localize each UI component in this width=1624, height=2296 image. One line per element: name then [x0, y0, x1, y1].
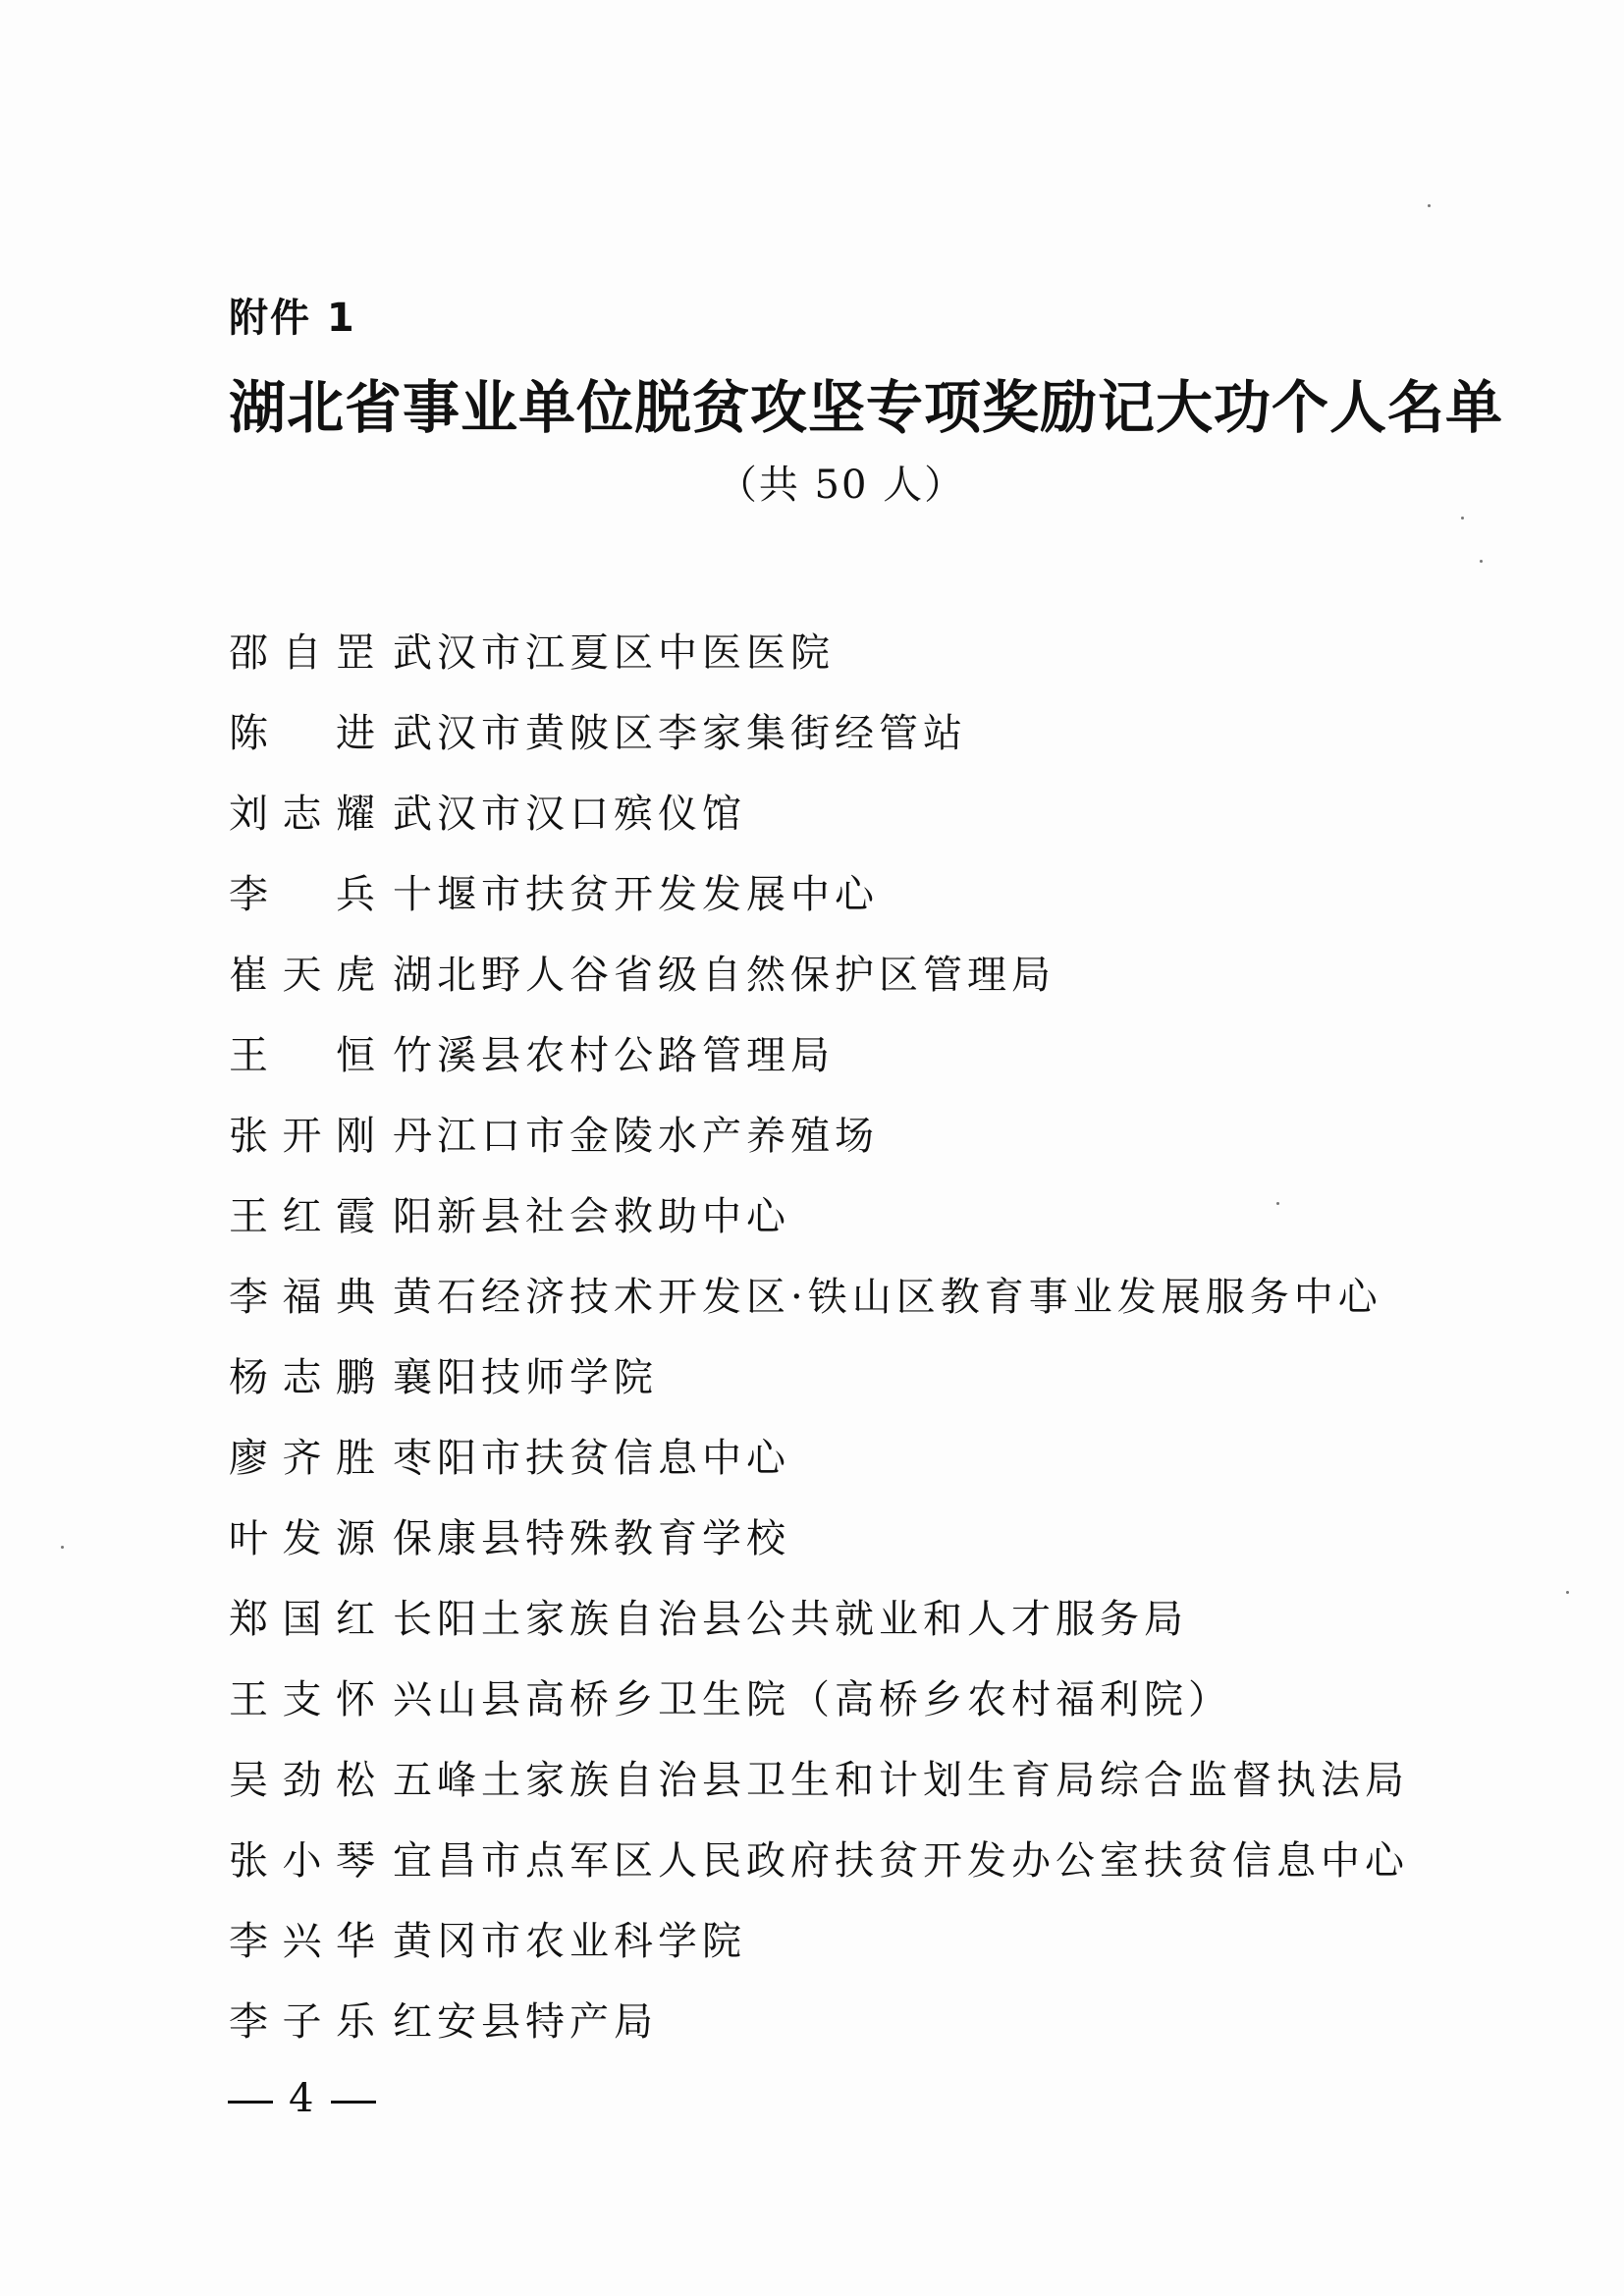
person-unit: 竹溪县农村公路管理局 — [393, 1032, 835, 1078]
dash-left — [228, 2101, 273, 2104]
person-unit: 武汉市黄陂区李家集街经管站 — [393, 710, 967, 756]
list-item — [229, 1253, 1456, 1334]
list-item — [229, 931, 1456, 1011]
person-unit: 宜昌市点军区人民政府扶贫开发办公室扶贫信息中心 — [393, 1837, 1409, 1884]
list-item — [229, 689, 1456, 770]
list-item — [229, 1817, 1456, 1897]
list-item — [229, 1978, 1456, 2058]
scan-speck — [1480, 560, 1483, 563]
list-item — [229, 1897, 1456, 1978]
person-unit: 武汉市汉口殡仪馆 — [393, 791, 746, 837]
person-name: 郑国红 — [229, 1596, 379, 1642]
person-name: 吴劲松 — [229, 1757, 379, 1803]
awardee-list — [229, 609, 1456, 2058]
attachment-label: 附件 1 — [229, 296, 356, 341]
page-title: 湖北省事业单位脱贫攻坚专项奖励记大功个人名单 — [229, 374, 1504, 441]
person-name: 杨志鹏 — [229, 1354, 379, 1400]
page-subtitle: （共 50 人） — [717, 463, 966, 508]
person-unit: 黄冈市农业科学院 — [393, 1918, 746, 1964]
person-unit: 五峰土家族自治县卫生和计划生育局综合监督执法局 — [393, 1757, 1409, 1803]
person-name: 崔天虎 — [229, 952, 379, 998]
list-item — [229, 1656, 1456, 1736]
person-unit: 红安县特产局 — [393, 1998, 658, 2045]
person-name: 王红霞 — [229, 1193, 379, 1239]
dash-right — [331, 2101, 376, 2104]
person-unit: 枣阳市扶贫信息中心 — [393, 1435, 790, 1481]
list-item — [229, 1173, 1456, 1253]
scan-speck — [1461, 517, 1464, 519]
list-item — [229, 1575, 1456, 1656]
person-name: 王支怀 — [229, 1676, 379, 1722]
person-unit: 阳新县社会救助中心 — [393, 1193, 790, 1239]
list-item — [229, 770, 1456, 850]
scan-speck — [61, 1546, 64, 1549]
person-name: 李兵 — [229, 871, 379, 917]
person-name: 廖齐胜 — [229, 1435, 379, 1481]
person-unit: 黄石经济技术开发区·铁山区教育事业发展服务中心 — [393, 1274, 1382, 1320]
person-name: 邵自罡 — [229, 629, 379, 676]
list-item — [229, 1495, 1456, 1575]
person-name: 李子乐 — [229, 1998, 379, 2045]
person-unit: 襄阳技师学院 — [393, 1354, 658, 1400]
person-name: 李兴华 — [229, 1918, 379, 1964]
list-item — [229, 1736, 1456, 1817]
list-item — [229, 1414, 1456, 1495]
scan-speck — [1428, 204, 1431, 207]
person-unit: 兴山县高桥乡卫生院（高桥乡农村福利院） — [393, 1676, 1232, 1722]
person-name: 张小琴 — [229, 1837, 379, 1884]
person-unit: 武汉市江夏区中医医院 — [393, 629, 835, 676]
list-item — [229, 850, 1456, 931]
list-item — [229, 1011, 1456, 1092]
person-name: 王恒 — [229, 1032, 379, 1078]
scan-speck — [1276, 1202, 1279, 1205]
list-item — [229, 1334, 1456, 1414]
list-item — [229, 609, 1456, 689]
person-name: 叶发源 — [229, 1515, 379, 1561]
person-name: 张开刚 — [229, 1113, 379, 1159]
person-name: 刘志耀 — [229, 791, 379, 837]
person-name: 陈进 — [229, 710, 379, 756]
person-unit: 湖北野人谷省级自然保护区管理局 — [393, 952, 1056, 998]
person-unit: 十堰市扶贫开发发展中心 — [393, 871, 879, 917]
page-number-value: 4 — [289, 2076, 316, 2121]
person-unit: 长阳土家族自治县公共就业和人才服务局 — [393, 1596, 1188, 1642]
person-unit: 丹江口市金陵水产养殖场 — [393, 1113, 879, 1159]
page-number — [228, 2076, 376, 2121]
person-unit: 保康县特殊教育学校 — [393, 1515, 790, 1561]
person-name: 李福典 — [229, 1274, 379, 1320]
list-item — [229, 1092, 1456, 1173]
scan-speck — [1566, 1591, 1569, 1594]
